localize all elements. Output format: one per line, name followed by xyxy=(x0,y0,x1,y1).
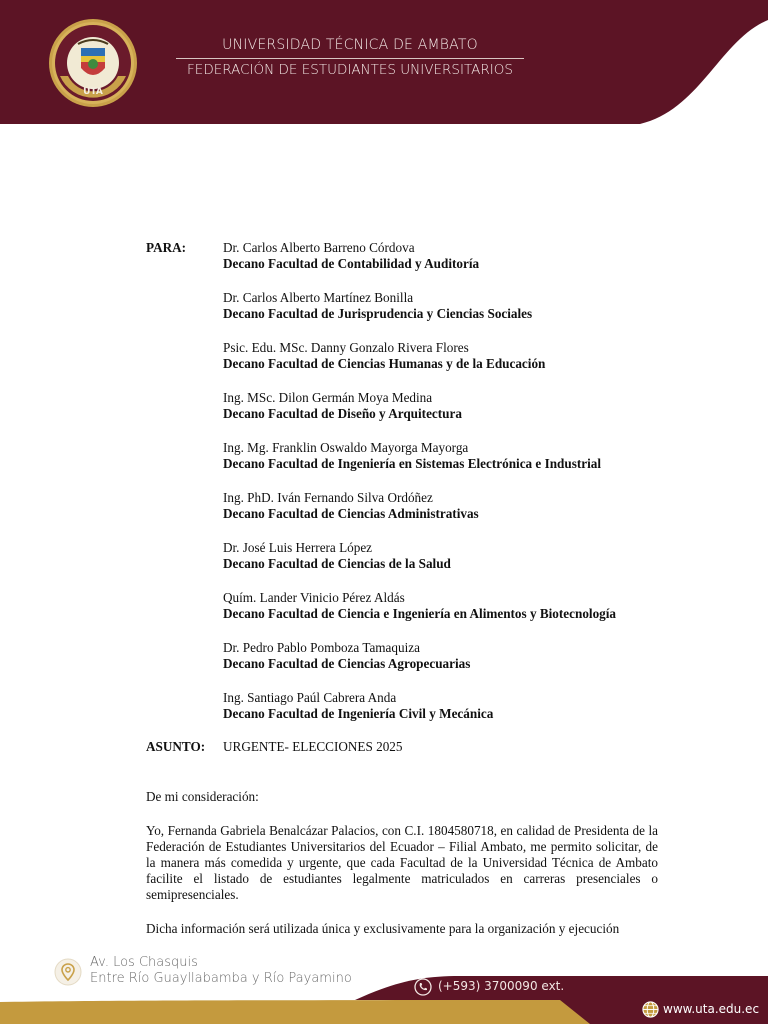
recipient xyxy=(223,340,658,372)
recipient xyxy=(223,240,658,272)
recipient-list xyxy=(223,240,658,740)
recipient-name: Psic. Edu. MSc. Danny Gonzalo Rivera Flores xyxy=(223,340,469,355)
address-line-2: Entre Río Guayllabamba y Río Payamino xyxy=(90,971,352,986)
recipient-name: Dr. José Luis Herrera López xyxy=(223,540,373,555)
recipient-name: Ing. MSc. Dilon Germán Moya Medina xyxy=(223,390,433,405)
letterhead-header xyxy=(0,0,768,124)
recipient-title: Decano Facultad de Ciencias Agropecuarias xyxy=(223,656,471,671)
phone-number: (+593) 3700090 ext. xyxy=(438,979,565,993)
recipient-name: Dr. Carlos Alberto Barreno Córdova xyxy=(223,240,415,255)
recipient xyxy=(223,690,658,722)
memo-body xyxy=(146,240,658,937)
university-name: UNIVERSIDAD TÉCNICA DE AMBATO xyxy=(222,37,478,53)
recipient xyxy=(223,290,658,322)
recipient-name: Quím. Lander Vinicio Pérez Aldás xyxy=(223,590,405,605)
recipient-title: Decano Facultad de Ingeniería Civil y Mecánica xyxy=(223,706,494,721)
recipient-name: Ing. Mg. Franklin Oswaldo Mayorga Mayorga xyxy=(223,440,469,455)
recipient xyxy=(223,640,658,672)
asunto-value: URGENTE- ELECCIONES 2025 xyxy=(223,739,403,754)
federation-name: FEDERACIÓN DE ESTUDIANTES UNIVERSITARIOS xyxy=(187,62,513,78)
body-paragraph: Dicha información será utilizada única y exclusivamente para la organización y ejecución xyxy=(146,921,620,936)
recipient xyxy=(223,490,658,522)
address-line-1: Av. Los Chasquis xyxy=(90,955,198,970)
location-pin-icon xyxy=(54,958,82,986)
recipient-name: Dr. Pedro Pablo Pomboza Tamaquiza xyxy=(223,640,420,655)
globe-icon xyxy=(642,1001,659,1018)
recipient xyxy=(223,590,658,622)
university-seal-icon xyxy=(48,18,138,108)
body-paragraph: Yo, Fernanda Gabriela Benalcázar Palacios, con C.I. 1804580718, en calidad de Presidenta de la Federación de Estudiantes Universitarios del Ecuador – Filial Ambato, me permito solicitar, de la manera más comedida y urgente, que cada Facultad de la Universidad Técnica de Ambato facilite el listado de estudiantes legalmente matriculados en carreras presenciales o semipresenciales. xyxy=(146,823,658,902)
recipient-title: Decano Facultad de Diseño y Arquitectura xyxy=(223,406,462,421)
recipient-name: Ing. Santiago Paúl Cabrera Anda xyxy=(223,690,397,705)
para-block xyxy=(146,240,658,740)
recipient xyxy=(223,440,658,472)
subject-block xyxy=(146,739,658,755)
website-link[interactable]: www.uta.edu.ec xyxy=(663,1002,760,1016)
recipient xyxy=(223,390,658,422)
recipient-title: Decano Facultad de Ciencia e Ingeniería en Alimentos y Biotecnología xyxy=(223,606,617,621)
recipient-title: Decano Facultad de Ingeniería en Sistemas Electrónica e Industrial xyxy=(223,456,602,471)
para-label: PARA: xyxy=(146,240,187,255)
recipient-title: Decano Facultad de Contabilidad y Auditoría xyxy=(223,256,480,271)
greeting: De mi consideración: xyxy=(146,789,259,804)
header-divider xyxy=(176,58,524,59)
svg-text:UTA: UTA xyxy=(83,87,103,97)
recipient-title: Decano Facultad de Jurisprudencia y Ciencias Sociales xyxy=(223,306,533,321)
recipient-title: Decano Facultad de Ciencias Administrativas xyxy=(223,506,479,521)
recipient-title: Decano Facultad de Ciencias Humanas y de la Educación xyxy=(223,356,546,371)
phone-icon xyxy=(414,978,432,996)
recipient-name: Dr. Carlos Alberto Martínez Bonilla xyxy=(223,290,414,305)
recipient-name: Ing. PhD. Iván Fernando Silva Ordóñez xyxy=(223,490,433,505)
recipient xyxy=(223,540,658,572)
recipient-title: Decano Facultad de Ciencias de la Salud xyxy=(223,556,451,571)
asunto-label: ASUNTO: xyxy=(146,739,206,754)
